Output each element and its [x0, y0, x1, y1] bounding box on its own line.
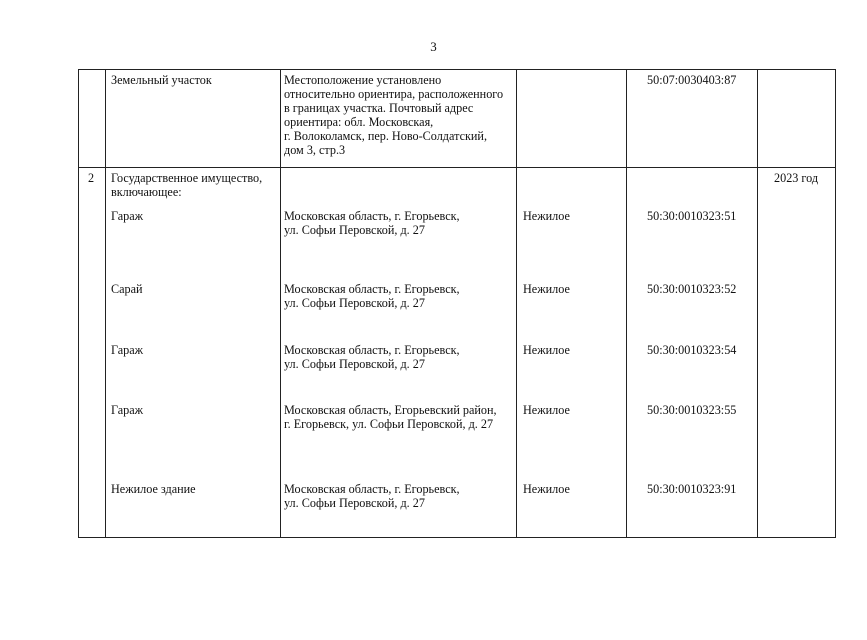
address-line: дом 3, стр.3	[284, 143, 346, 157]
address-line: Московская область, г. Егорьевск,	[284, 282, 460, 296]
item-cadastral: 50:30:0010323:55	[647, 403, 737, 417]
address-line: Московская область, г. Егорьевск,	[284, 343, 460, 357]
address-line: ул. Софьи Перовской, д. 27	[284, 223, 425, 237]
row2-title	[111, 171, 262, 199]
item-purpose: Нежилое	[523, 343, 570, 357]
item-address	[284, 343, 460, 371]
row1-name: Земельный участок	[111, 73, 212, 87]
column-divider	[516, 70, 517, 537]
item-cadastral: 50:30:0010323:52	[647, 282, 737, 296]
row2-year: 2023 год	[774, 171, 819, 185]
page-number: 3	[430, 39, 437, 54]
item-name: Гараж	[111, 343, 144, 357]
address-line: г. Волоколамск, пер. Ново-Солдатский,	[284, 129, 487, 143]
address-line: ул. Софьи Перовской, д. 27	[284, 357, 425, 371]
address-line: Московская область, Егорьевский район,	[284, 403, 497, 417]
title-line: Государственное имущество,	[111, 171, 263, 185]
address-line: Московская область, г. Егорьевск,	[284, 209, 460, 223]
address-line: ул. Софьи Перовской, д. 27	[284, 496, 425, 510]
address-line: в границах участка. Почтовый адрес	[284, 101, 474, 115]
address-line: Московская область, г. Егорьевск,	[284, 482, 460, 496]
item-cadastral: 50:30:0010323:91	[647, 482, 737, 496]
row1-cadastral: 50:07:0030403:87	[647, 73, 737, 87]
address-line: ул. Софьи Перовской, д. 27	[284, 296, 425, 310]
title-line: включающее:	[111, 185, 182, 199]
item-purpose: Нежилое	[523, 403, 570, 417]
address-line: Местоположение установлено	[284, 73, 442, 87]
item-name: Гараж	[111, 209, 144, 223]
row-divider	[79, 167, 835, 168]
item-name: Сарай	[111, 282, 143, 296]
item-address	[284, 482, 460, 510]
item-name: Нежилое здание	[111, 482, 196, 496]
row2-number: 2	[88, 171, 95, 185]
column-divider	[626, 70, 627, 537]
item-purpose: Нежилое	[523, 209, 570, 223]
item-name: Гараж	[111, 403, 144, 417]
address-line: г. Егорьевск, ул. Софьи Перовской, д. 27	[284, 417, 494, 431]
item-address	[284, 209, 460, 237]
column-divider	[280, 70, 281, 537]
item-cadastral: 50:30:0010323:54	[647, 343, 737, 357]
item-purpose: Нежилое	[523, 282, 570, 296]
address-line: относительно ориентира, расположенного	[284, 87, 504, 101]
property-table	[78, 69, 836, 538]
column-divider	[757, 70, 758, 537]
column-divider	[105, 70, 106, 537]
item-purpose: Нежилое	[523, 482, 570, 496]
row1-address	[284, 73, 503, 157]
item-cadastral: 50:30:0010323:51	[647, 209, 737, 223]
item-address	[284, 403, 497, 431]
address-line: ориентира: обл. Московская,	[284, 115, 434, 129]
item-address	[284, 282, 460, 310]
